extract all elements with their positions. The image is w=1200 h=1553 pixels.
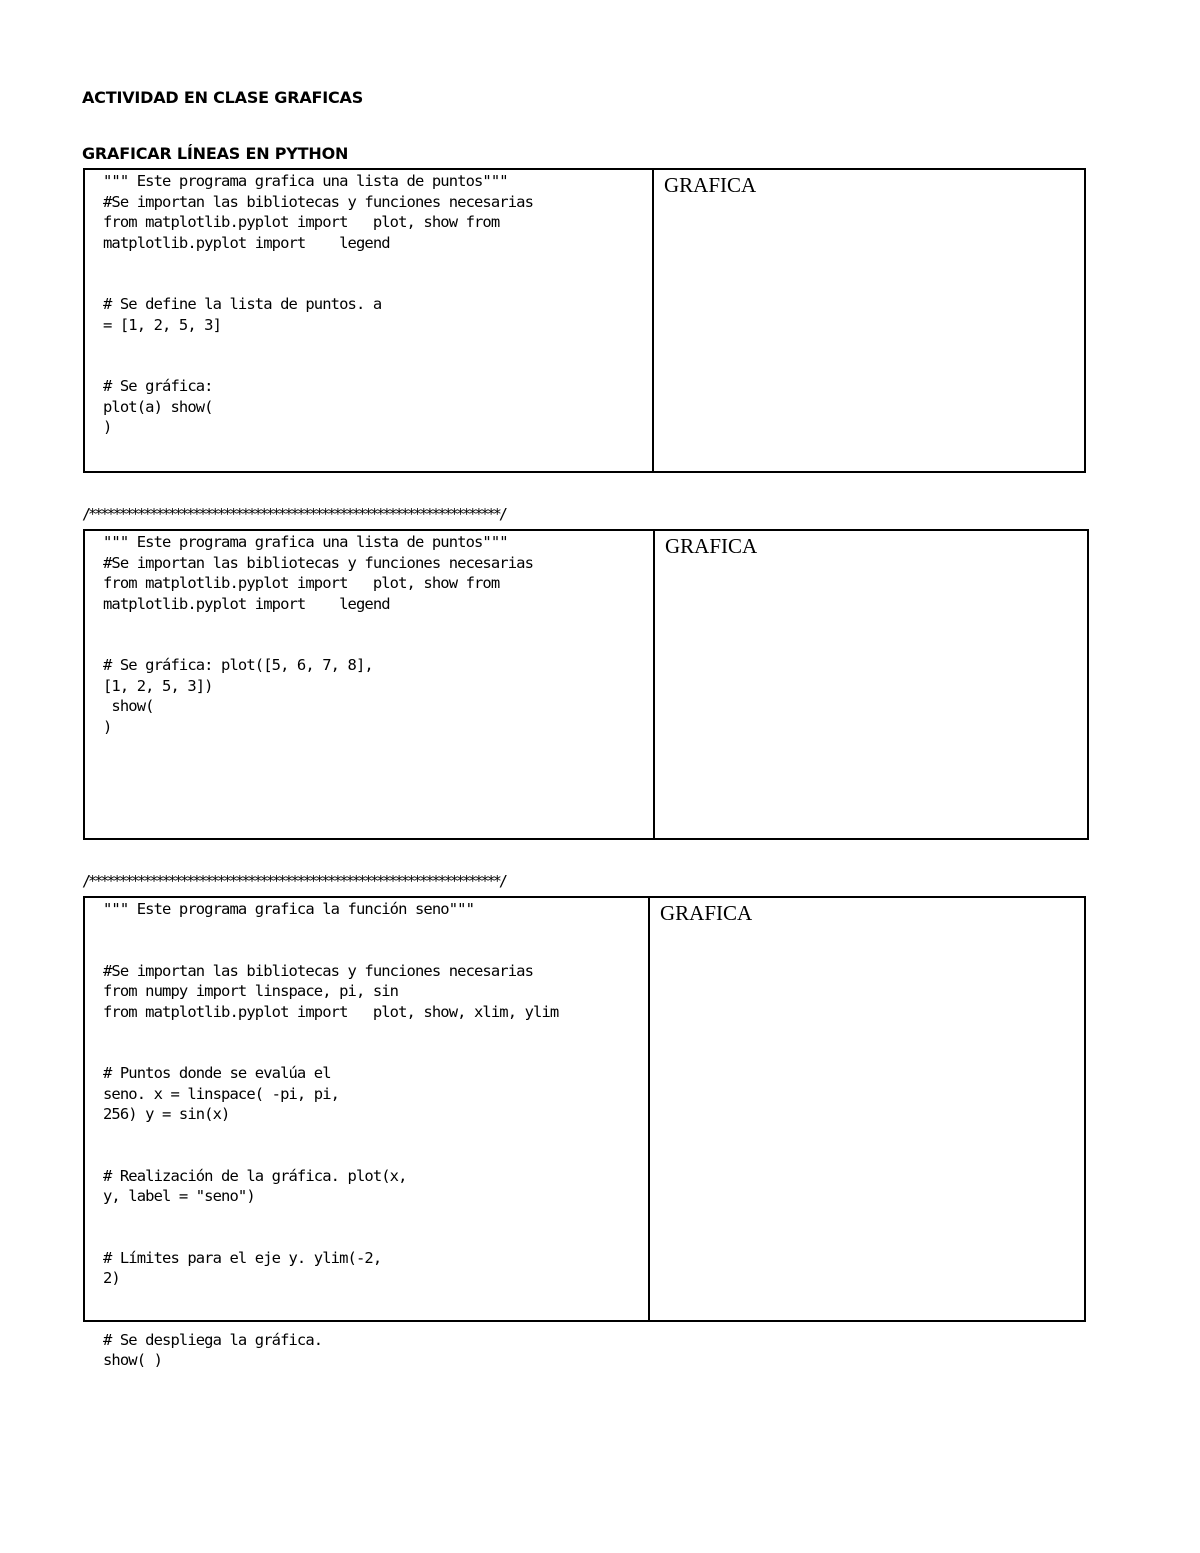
graph-label: GRAFICA (660, 901, 753, 925)
code-table-2 (83, 529, 1089, 840)
code-cell (85, 531, 655, 838)
code-table-3 (83, 896, 1086, 1369)
graph-cell (655, 531, 1087, 838)
code-block-2: """ Este programa grafica una lista de puntos""" #Se importan las bibliotecas y funciones necesarias from matplotlib.pyplot import plot, show from matplotlib.pyplot import legend # Se gráfica: plot([5, 6, 7, 8], [1, 2, 5, 3]) show( ) (103, 533, 534, 736)
code-cell (85, 898, 650, 1369)
code-cell (85, 170, 654, 471)
separator-line: /*******************************************************************/ (82, 505, 506, 523)
graph-cell (650, 898, 1084, 1320)
section-heading: GRAFICAR LÍNEAS EN PYTHON (82, 144, 349, 163)
graph-label: GRAFICA (665, 534, 758, 558)
code-block-3: """ Este programa grafica la función seno""" #Se importan las bibliotecas y funciones necesarias from numpy import linspace, pi, sin from matplotlib.pyplot import plot, show, xlim, ylim # Puntos donde se evalúa el seno. x = linspace( -pi, pi, 256) y = sin(x) # Realización de la gráfica. plot(x, y, label = "seno") # Límites para el eje y. ylim(-2, 2) # Se despliega la gráfica. show( ) (103, 900, 559, 1369)
separator-line: /*******************************************************************/ (82, 872, 506, 890)
document-title: ACTIVIDAD EN CLASE GRAFICAS (82, 88, 364, 107)
graph-cell (654, 170, 1084, 471)
code-table-1 (83, 168, 1086, 473)
code-block-1: """ Este programa grafica una lista de puntos""" #Se importan las bibliotecas y funciones necesarias from matplotlib.pyplot import plot, show from matplotlib.pyplot import legend # Se define la lista de puntos. a = [1, 2, 5, 3] # Se gráfica: plot(a) show( ) (103, 172, 534, 436)
graph-label: GRAFICA (664, 173, 757, 197)
